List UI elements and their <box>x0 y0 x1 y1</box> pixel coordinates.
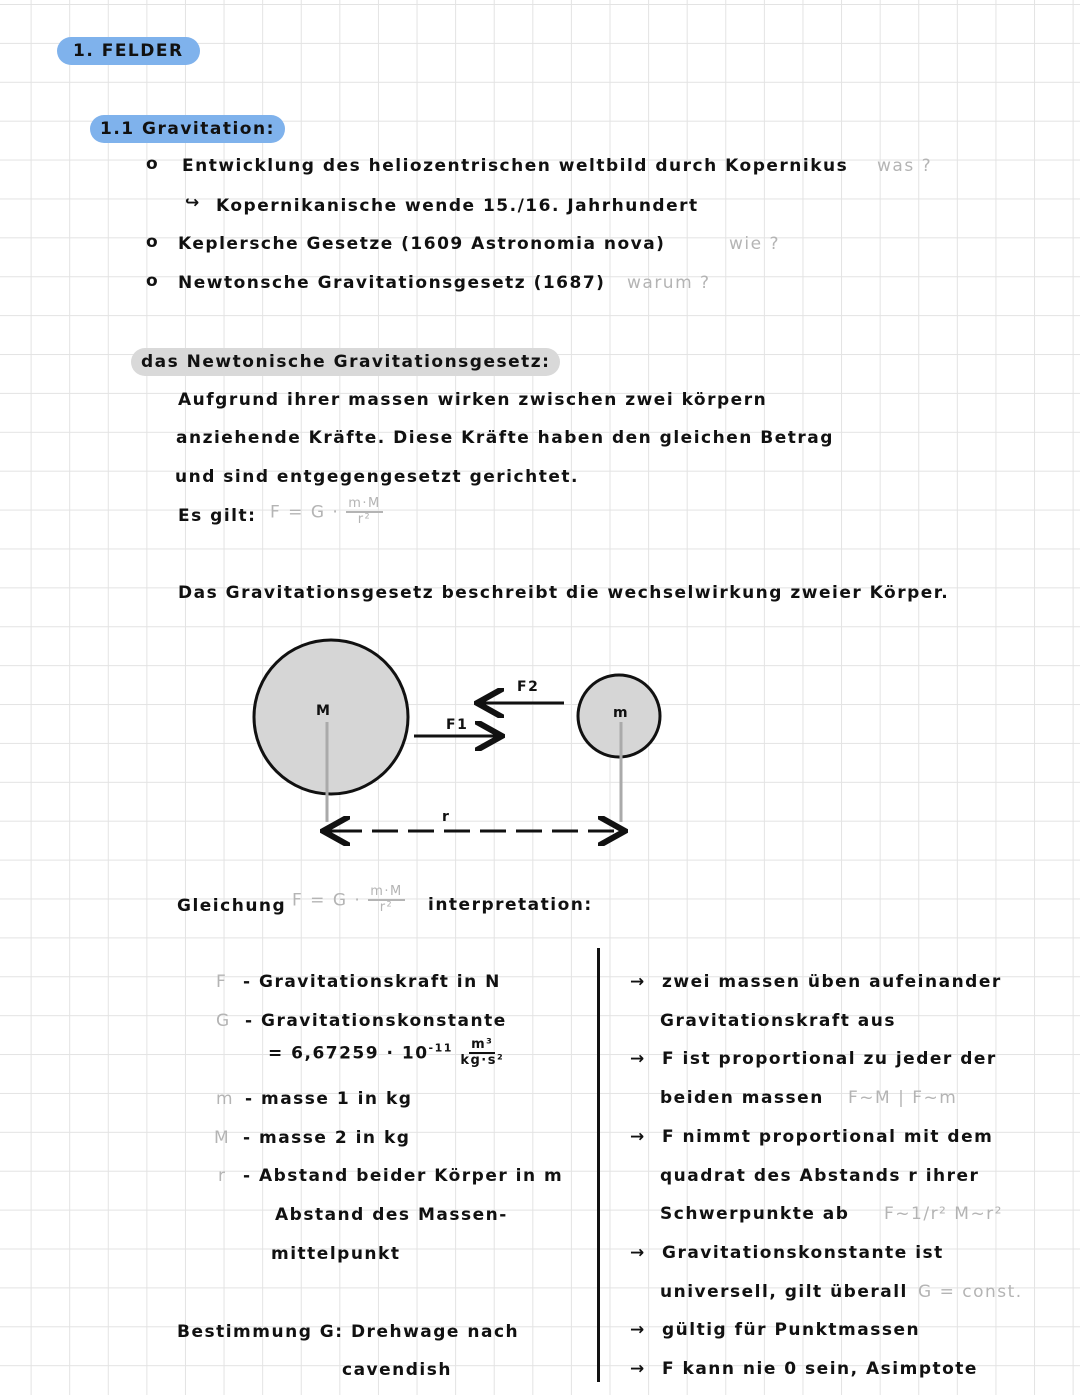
symbol-desc-text: Gravitationskraft in N <box>258 972 501 992</box>
bullet-note: wie ? <box>729 234 781 254</box>
bullet-text: Keplersche Gesetze (1609 Astronomia nova) <box>178 234 666 254</box>
formula-denominator: r² <box>379 900 394 916</box>
law-line: anziehende Kräfte. Diese Kräfte haben den gleichen Betrag <box>176 428 834 448</box>
interpretation-item: gültig für Punktmassen <box>662 1320 921 1341</box>
interpretation-item: quadrat des Abstands r ihrer <box>660 1165 980 1186</box>
big-mass-label: M <box>316 703 332 719</box>
bullet-note: warum ? <box>627 273 711 293</box>
es-gilt-label: Es gilt: <box>178 506 257 526</box>
arrow-icon: → <box>630 972 646 992</box>
interpretation-item: universell, gilt überall <box>660 1281 908 1302</box>
interpretation-item: Schwerpunkte ab <box>660 1204 850 1225</box>
chapter-title: 1. FELDER <box>57 37 200 65</box>
interpretation-item: zwei massen üben aufeinander <box>662 972 1002 992</box>
symbol: m <box>216 1089 235 1109</box>
formula-denominator: r² <box>357 512 372 528</box>
symbol-desc: - masse 2 in kg <box>243 1128 411 1148</box>
law-line: und sind entgegengesetzt gerichtet. <box>175 467 579 487</box>
arrow-icon: → <box>630 1320 646 1341</box>
unit-denominator: kg·s² <box>460 1053 505 1069</box>
symbol-desc: Abstand des Massen- <box>275 1205 508 1225</box>
bullet-icon: o <box>146 154 160 174</box>
g-value-text: = 6,67259 · 10 <box>268 1043 429 1064</box>
unit-numerator: m³ <box>469 1038 495 1054</box>
g-value <box>268 1038 504 1069</box>
symbol-desc: mittelpunkt <box>271 1244 401 1264</box>
bestimmung: Bestimmung G: Drehwage nach <box>177 1322 520 1342</box>
distance-label: r <box>442 809 451 825</box>
interpretation-item: F ist proportional zu jeder der <box>662 1049 997 1070</box>
g-exponent: -11 <box>428 1041 453 1055</box>
sub-arrow-icon: ↪ <box>185 193 201 213</box>
small-mass-label: m <box>613 705 630 721</box>
bullet-icon: o <box>146 232 160 252</box>
column-divider <box>597 948 600 1382</box>
formula-left: F = G · <box>270 502 340 523</box>
symbol-desc-text: masse 1 in kg <box>260 1089 413 1109</box>
arrow-icon: → <box>630 1359 646 1379</box>
interpretation-label: interpretation: <box>428 895 593 915</box>
force-f2-label: F2 <box>517 679 540 695</box>
symbol-desc-text: Gravitationskonstante <box>260 1011 507 1031</box>
interpretation-note: F~M | F~m <box>848 1088 958 1109</box>
formula-numerator: m·M <box>346 497 383 513</box>
interpretation-item: F kann nie 0 sein, Asimptote <box>662 1359 978 1379</box>
equation-formula <box>292 885 405 916</box>
symbol-desc: - Gravitationskonstante <box>245 1011 507 1031</box>
arrow-icon: → <box>630 1242 646 1263</box>
symbol-desc: - masse 1 in kg <box>245 1089 413 1109</box>
symbol: G <box>216 1011 231 1031</box>
symbol-desc-text: masse 2 in kg <box>258 1128 411 1148</box>
bullet-subtext: Kopernikanische wende 15./16. Jahrhundert <box>216 196 699 216</box>
bullet-text: Newtonsche Gravitationsgesetz (1687) <box>178 273 606 293</box>
bullet-icon: o <box>146 271 160 291</box>
symbol-desc: - Abstand beider Körper in m <box>243 1166 564 1186</box>
formula-left: F = G · <box>292 890 362 911</box>
law-heading: das Newtonische Gravitationsgesetz: <box>131 348 560 376</box>
formula-numerator: m·M <box>368 885 405 901</box>
symbol-desc-text: Abstand beider Körper in m <box>258 1166 564 1186</box>
arrow-icon: → <box>630 1049 646 1070</box>
symbol-desc: - Gravitationskraft in N <box>243 972 501 992</box>
interpretation-note: F~1/r² M~r² <box>884 1204 1003 1225</box>
bestimmung: cavendish <box>342 1360 452 1380</box>
interpretation-note: G = const. <box>918 1281 1023 1302</box>
law-summary: Das Gravitationsgesetz beschreibt die wechselwirkung zweier Körper. <box>178 583 950 603</box>
symbol: M <box>214 1128 231 1148</box>
arrow-icon: → <box>630 1126 646 1147</box>
interpretation-item: F nimmt proportional mit dem <box>662 1126 994 1147</box>
interpretation-item: Gravitationskraft aus <box>660 1010 896 1031</box>
interpretation-item: Gravitationskonstante ist <box>662 1242 944 1263</box>
symbol: F <box>216 972 228 992</box>
force-f1-label: F1 <box>446 717 469 733</box>
bullet-note: was ? <box>877 156 933 176</box>
section-title: 1.1 Gravitation: <box>90 115 285 143</box>
symbol: r <box>218 1166 227 1186</box>
bullet-text: Entwicklung des heliozentrischen weltbild durch Kopernikus <box>182 156 849 176</box>
interpretation-item: beiden massen <box>660 1088 824 1109</box>
equation-label: Gleichung <box>177 896 287 916</box>
law-line: Aufgrund ihrer massen wirken zwischen zwei körpern <box>178 390 768 410</box>
